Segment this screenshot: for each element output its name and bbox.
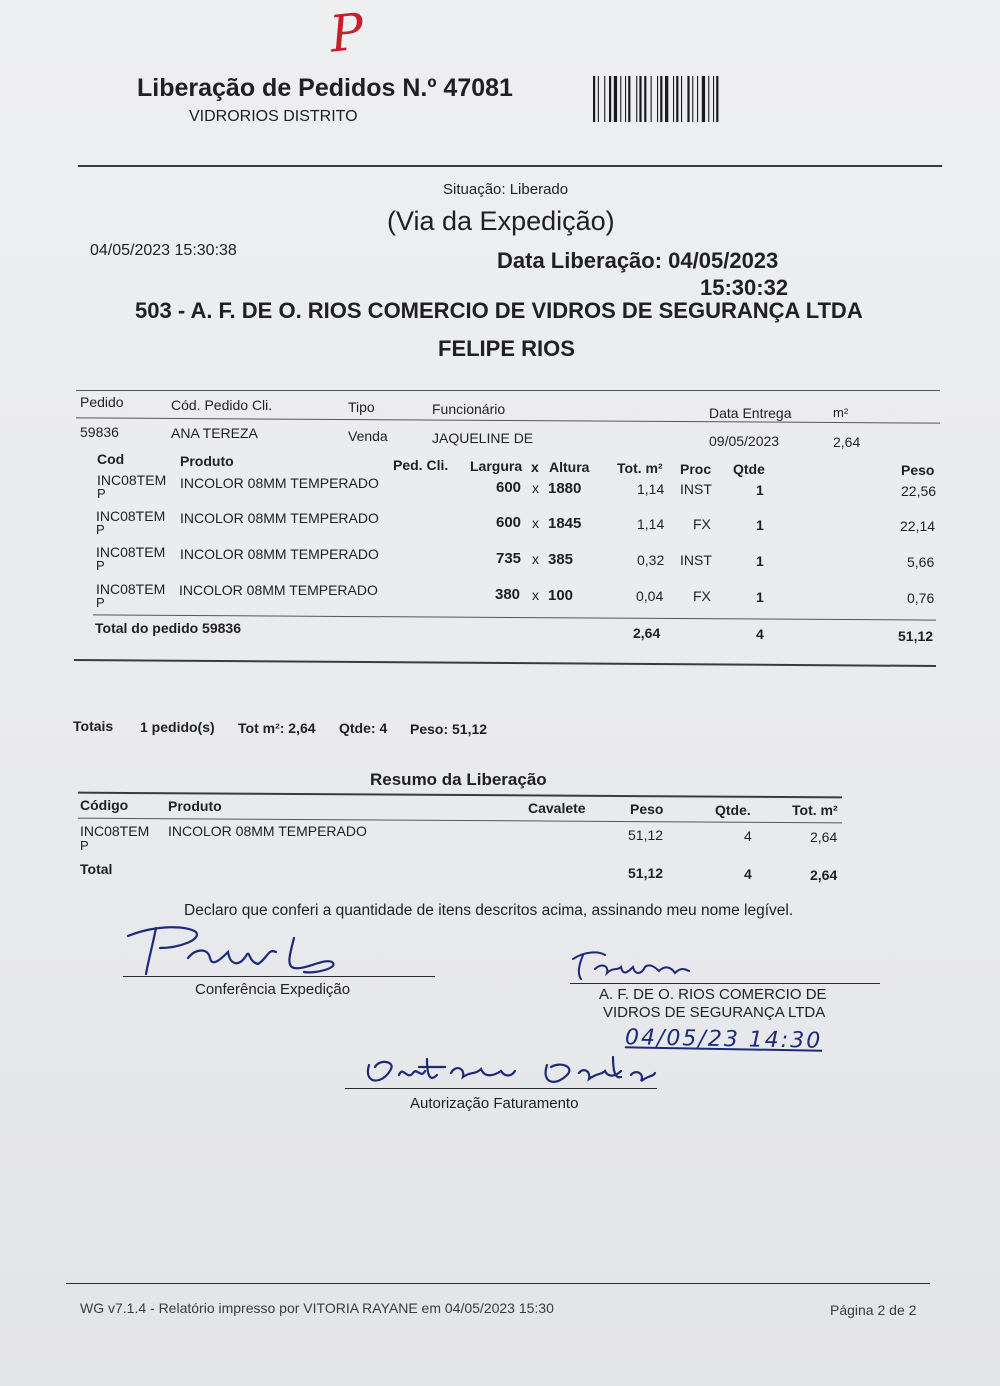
item-proc: FX: [693, 516, 711, 532]
summary-peso: 51,12: [628, 827, 664, 843]
items-col-altura: Altura: [549, 459, 590, 475]
item-code: INC08TEM: [96, 508, 166, 524]
item-code-suffix: P: [96, 558, 105, 573]
item-peso: 22,56: [901, 483, 937, 499]
totals-m2: Tot m²: 2,64: [238, 720, 316, 736]
order-total-label: Total do pedido 59836: [95, 620, 241, 636]
summary-title: Resumo da Liberação: [370, 770, 547, 789]
totals-peso: Peso: 51,12: [410, 721, 488, 737]
item-height: 1880: [548, 480, 582, 497]
item-height: 100: [548, 587, 574, 604]
summary-col-produto: Produto: [168, 798, 222, 814]
item-tot-m2: 1,14: [637, 481, 665, 497]
client-line: 503 - A. F. DE O. RIOS COMERCIO DE VIDROS DE SEGURANÇA LTDA: [135, 298, 863, 323]
col-cod-pedido-cli: Cód. Pedido Cli.: [171, 397, 273, 413]
order-type: Venda: [348, 428, 388, 444]
divider: [66, 1283, 930, 1284]
items-col-proc: Proc: [680, 461, 712, 477]
company-line-2: VIDROS DE SEGURANÇA LTDA: [603, 1004, 826, 1021]
item-x: x: [532, 515, 539, 531]
document-title: Liberação de Pedidos N.º 47081: [137, 74, 513, 102]
summary-col-cavalete: Cavalete: [528, 800, 586, 816]
summary-total-label: Total: [80, 861, 113, 877]
item-x: x: [532, 587, 539, 603]
summary-product: INCOLOR 08MM TEMPERADO: [168, 823, 367, 839]
col-m2: m²: [833, 405, 849, 420]
page-number: Página 2 de 2: [830, 1302, 917, 1318]
summary-total-m2: 2,64: [810, 867, 838, 883]
item-qtde: 1: [756, 482, 764, 498]
via-label: (Via da Expedição): [387, 206, 615, 236]
summary-col-tot-m2: Tot. m²: [792, 802, 838, 818]
summary-total-qtde: 4: [744, 866, 752, 882]
signature-line: [123, 976, 435, 977]
order-employee: JAQUELINE DE: [432, 430, 534, 446]
signature-company: [565, 945, 705, 985]
item-width: 600: [496, 514, 522, 531]
signature-line: [345, 1088, 657, 1089]
order-number: 59836: [80, 424, 119, 440]
item-code-suffix: P: [96, 595, 105, 610]
signature-conference: [118, 918, 358, 978]
totals-orders: 1 pedido(s): [140, 719, 215, 735]
item-width: 735: [496, 550, 522, 567]
order-total-qtde: 4: [756, 626, 764, 642]
item-product: INCOLOR 08MM TEMPERADO: [180, 546, 379, 562]
item-proc: FX: [693, 588, 711, 604]
item-peso: 22,14: [900, 518, 936, 534]
item-code-suffix: P: [97, 486, 106, 501]
order-client-code: ANA TEREZA: [171, 425, 258, 441]
company-line-1: A. F. DE O. RIOS COMERCIO DE: [599, 986, 827, 1003]
item-tot-m2: 0,04: [636, 588, 664, 604]
conference-label: Conferência Expedição: [195, 981, 351, 998]
summary-code: INC08TEM: [80, 823, 150, 839]
order-m2: 2,64: [833, 434, 861, 450]
item-tot-m2: 1,14: [637, 516, 665, 532]
print-timestamp: 04/05/2023 15:30:38: [90, 242, 237, 259]
summary-qtde: 4: [744, 828, 752, 844]
summary-total-peso: 51,12: [628, 865, 664, 881]
items-col-largura: Largura: [470, 458, 523, 474]
col-tipo: Tipo: [348, 399, 375, 415]
order-total-peso: 51,12: [898, 628, 934, 644]
item-height: 1845: [548, 515, 582, 532]
items-col-produto: Produto: [180, 453, 234, 469]
col-funcionario: Funcionário: [432, 401, 506, 417]
summary-col-qtde: Qtde.: [715, 802, 751, 818]
item-code: INC08TEM: [97, 472, 167, 488]
handwritten-date: 04/05/23 14:30: [624, 1025, 823, 1054]
item-qtde: 1: [756, 589, 764, 605]
store-name: VIDRORIOS DISTRITO: [189, 108, 358, 125]
handwritten-mark: P: [327, 2, 367, 64]
divider: [78, 165, 942, 167]
item-x: x: [532, 480, 539, 496]
col-pedido: Pedido: [80, 394, 124, 410]
items-col-ped-cli: Ped. Cli.: [393, 457, 449, 473]
items-col-x: x: [531, 459, 539, 475]
item-qtde: 1: [756, 517, 764, 533]
order-total-m2: 2,64: [633, 625, 661, 641]
summary-col-peso: Peso: [630, 801, 664, 817]
declaration-text: Declaro que conferi a quantidade de itens descritos acima, assinando meu nome legível.: [184, 902, 794, 919]
authorization-label: Autorização Faturamento: [410, 1095, 579, 1112]
col-data-entrega: Data Entrega: [709, 405, 792, 421]
situation-label: Situação: Liberado: [443, 181, 569, 198]
item-product: INCOLOR 08MM TEMPERADO: [179, 582, 378, 598]
item-width: 600: [496, 479, 522, 496]
totals-qtde: Qtde: 4: [339, 720, 388, 736]
item-x: x: [532, 551, 539, 567]
items-col-cod: Cod: [97, 451, 125, 467]
item-proc: INST: [680, 552, 712, 568]
item-qtde: 1: [756, 553, 764, 569]
barcode-icon: [593, 76, 745, 122]
item-width: 380: [495, 586, 521, 603]
summary-code-suffix: P: [80, 838, 89, 853]
items-col-peso: Peso: [901, 462, 935, 478]
divider: [76, 390, 940, 391]
client-name: FELIPE RIOS: [438, 336, 575, 361]
item-product: INCOLOR 08MM TEMPERADO: [180, 475, 379, 491]
release-date: Data Liberação: 04/05/2023: [497, 248, 779, 273]
release-time: 15:30:32: [700, 275, 789, 300]
item-tot-m2: 0,32: [637, 552, 665, 568]
totals-label: Totais: [73, 718, 114, 734]
items-col-qtde: Qtde: [733, 461, 765, 477]
summary-col-codigo: Código: [80, 797, 129, 813]
item-code: INC08TEM: [96, 581, 166, 597]
signature-line: [570, 983, 880, 984]
footer-printed-by: WG v7.1.4 - Relatório impresso por VITORIA RAYANE em 04/05/2023 15:30: [80, 1300, 554, 1316]
item-code-suffix: P: [96, 522, 105, 537]
item-code: INC08TEM: [96, 544, 166, 560]
order-delivery-date: 09/05/2023: [709, 433, 780, 449]
item-peso: 0,76: [907, 590, 935, 606]
divider: [74, 659, 936, 667]
summary-tot-m2: 2,64: [810, 829, 838, 845]
item-peso: 5,66: [907, 554, 935, 570]
divider: [76, 417, 940, 423]
items-col-tot-m2: Tot. m²: [617, 460, 663, 476]
item-height: 385: [548, 551, 574, 568]
item-product: INCOLOR 08MM TEMPERADO: [180, 510, 379, 526]
item-proc: INST: [680, 481, 712, 497]
